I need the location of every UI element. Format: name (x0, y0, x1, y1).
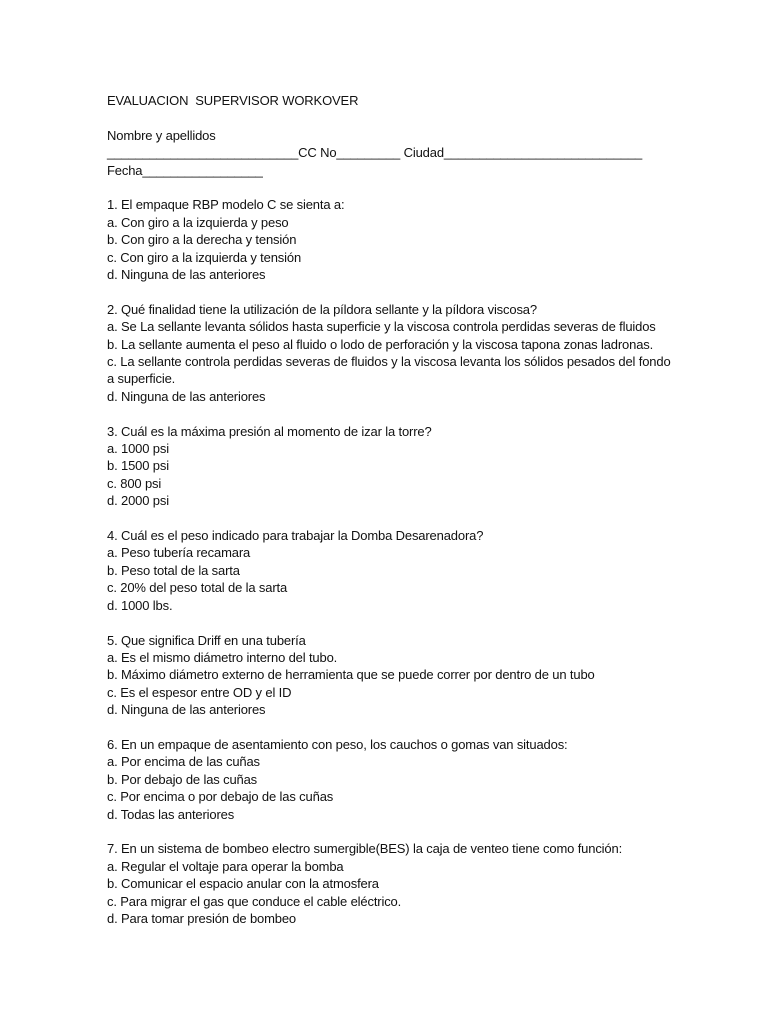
option-a: a. Se La sellante levanta sólidos hasta superficie y la viscosa controla perdidas severas de fluidos (107, 319, 656, 335)
option-b: b. 1500 psi (107, 458, 169, 474)
option-d: d. Ninguna de las anteriores (107, 388, 266, 404)
option-a: a. 1000 psi (107, 441, 169, 457)
option-d: d. Todas las anteriores (107, 806, 235, 822)
option-b: b. Peso total de la sarta (107, 562, 240, 578)
question-3 (107, 423, 707, 510)
option-c: c. Por encima o por debajo de las cuñas (107, 789, 334, 805)
name-label: Nombre y apellidos (107, 127, 216, 143)
option-a: a. Con giro a la izquierda y peso (107, 214, 289, 230)
question-5 (107, 632, 707, 719)
question-prompt: 7. En un sistema de bombeo electro sumergible(BES) la caja de venteo tiene como función: (107, 841, 623, 857)
question-6 (107, 736, 707, 823)
option-c: c. La sellante controla perdidas severas de fluidos y la viscosa levanta los sólidos pesados del fondo (107, 354, 671, 370)
option-b: b. Máximo diámetro externo de herramienta que se puede correr por dentro de un tubo (107, 667, 595, 683)
header-fields (107, 127, 707, 179)
question-prompt: 4. Cuál es el peso indicado para trabajar la Domba Desarenadora? (107, 528, 484, 544)
option-a: a. Es el mismo diámetro interno del tubo. (107, 649, 338, 665)
option-d: d. Ninguna de las anteriores (107, 702, 266, 718)
option-c: c. 20% del peso total de la sarta (107, 580, 288, 596)
question-1 (107, 196, 707, 283)
document-page (107, 92, 707, 945)
question-7 (107, 840, 707, 927)
question-prompt: 1. El empaque RBP modelo C se sienta a: (107, 197, 345, 213)
option-d: d. 1000 lbs. (107, 597, 173, 613)
option-c-continued: a superficie. (107, 371, 176, 387)
question-4 (107, 527, 707, 614)
option-c: c. Para migrar el gas que conduce el cable eléctrico. (107, 893, 402, 909)
question-prompt: 2. Qué finalidad tiene la utilización de la píldora sellante y la píldora viscosa? (107, 301, 537, 317)
option-b: b. Con giro a la derecha y tensión (107, 232, 297, 248)
option-b: b. Comunicar el espacio anular con la atmosfera (107, 876, 379, 892)
option-d: d. Ninguna de las anteriores (107, 267, 266, 283)
option-a: a. Por encima de las cuñas (107, 754, 260, 770)
date-line: Fecha_________________ (107, 162, 263, 178)
option-d: d. 2000 psi (107, 493, 169, 509)
option-a: a. Regular el voltaje para operar la bomba (107, 858, 344, 874)
option-b: b. La sellante aumenta el peso al fluido o lodo de perforación y la viscosa tapona zonas ladronas. (107, 336, 654, 352)
option-b: b. Por debajo de las cuñas (107, 771, 258, 787)
document-title: EVALUACION SUPERVISOR WORKOVER (107, 93, 359, 108)
option-c: c. Con giro a la izquierda y tensión (107, 249, 302, 265)
id-city-line: ___________________________CC No_________ Ciudad____________________________ (107, 145, 643, 161)
option-c: c. 800 psi (107, 475, 162, 491)
question-prompt: 3. Cuál es la máxima presión al momento de izar la torre? (107, 423, 432, 439)
question-prompt: 6. En un empaque de asentamiento con peso, los cauchos o gomas van situados: (107, 736, 568, 752)
option-a: a. Peso tubería recamara (107, 545, 251, 561)
option-d: d. Para tomar presión de bombeo (107, 910, 297, 926)
question-prompt: 5. Que significa Driff en una tubería (107, 632, 306, 648)
question-2 (107, 301, 707, 405)
option-c: c. Es el espesor entre OD y el ID (107, 684, 292, 700)
